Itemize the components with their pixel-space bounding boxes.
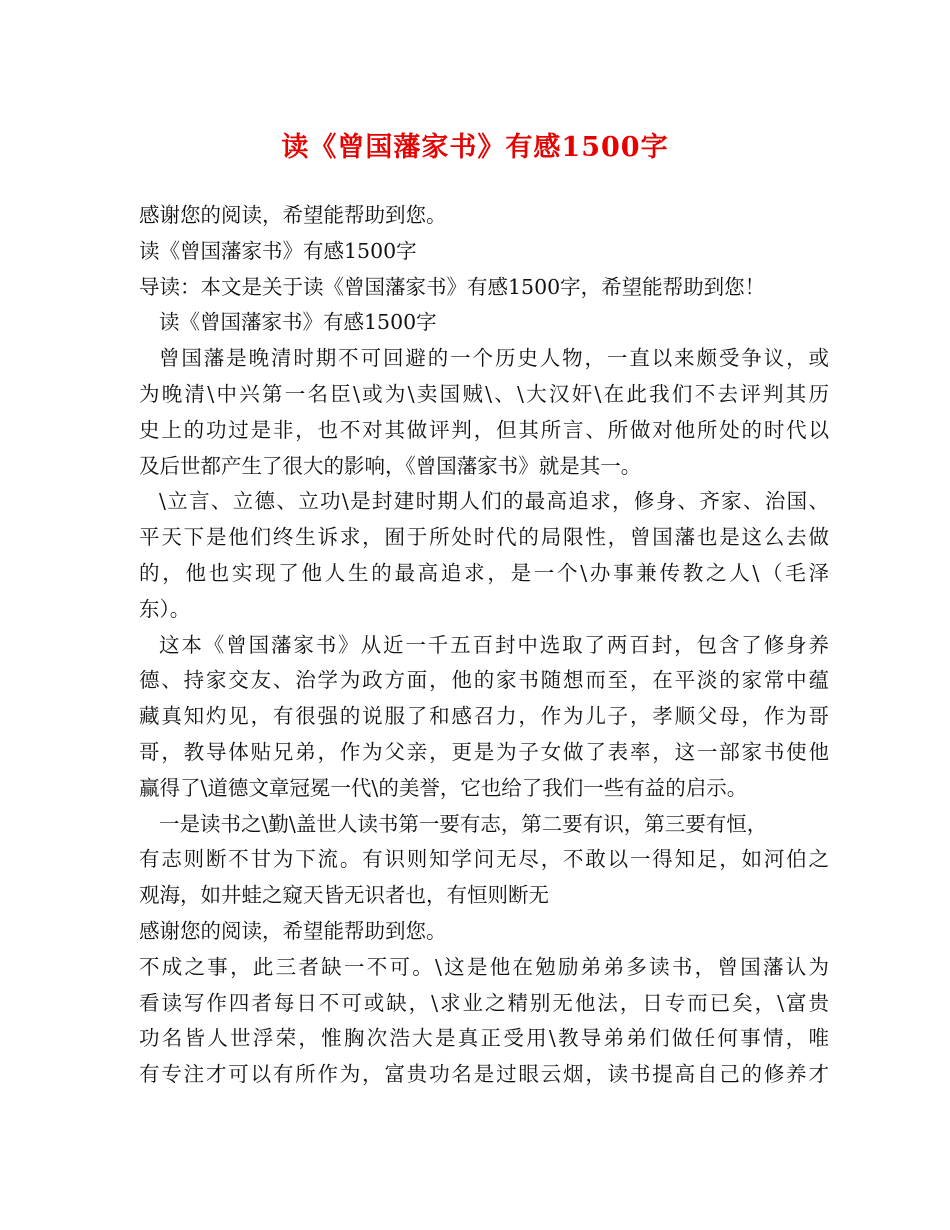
text-line: 观海，如井蛙之窥天皆无识者也，有恒则断无	[139, 883, 549, 908]
text-line: 一是读书之\勤\盖世人读书第一要有志，第二要有识，第三要有恒，	[159, 811, 768, 836]
text-line: 德、持家交友、治学为政方面，他的家书随想而至，在平淡的家常中蕴	[139, 668, 829, 693]
text-line: 哥，教导体贴兄弟，作为父亲，更是为子女做了表率，这一部家书使他	[139, 739, 829, 764]
text-line: 有专注才可以有所作为，富贵功名是过眼云烟，读书提高自己的修养才	[139, 1062, 829, 1087]
text-line: 感谢您的阅读，希望能帮助到您。	[139, 918, 447, 943]
text-line: 感谢您的阅读，希望能帮助到您。	[139, 203, 447, 227]
text-line: 赢得了\道德文章冠冕一代\的美誉，它也给了我们一些有益的启示。	[139, 775, 748, 800]
text-line: 有志则断不甘为下流。有识则知学问无尽，不敢以一得知足，如河伯之	[139, 847, 829, 872]
text-line: 及后世都产生了很大的影响，《曾国藩家书》就是其一。	[139, 453, 642, 478]
text-line: 的，他也实现了他人生的最高追求，是一个\办事兼传教之人\（毛泽	[139, 560, 829, 585]
text-line: 东）。	[139, 596, 191, 621]
text-line: 读《曾国藩家书》有感1500字	[159, 310, 437, 335]
text-line: 史上的功过是非，也不对其做评判，但其所言、所做对他所处的时代以	[139, 417, 829, 442]
text-line: 读《曾国藩家书》有感1500字	[139, 238, 417, 263]
text-line: 平天下是他们终生诉求，囿于所处时代的局限性，曾国藩也是这么去做	[139, 525, 829, 550]
document-title: 读《曾国藩家书》有感1500字	[281, 132, 669, 163]
text-line: 导读：本文是关于读《曾国藩家书》有感1500字，希望能帮助到您！	[139, 274, 766, 299]
text-line: 这本《曾国藩家书》从近一千五百封中选取了两百封，包含了修身养	[159, 632, 829, 657]
text-line: 藏真知灼见，有很强的说服了和感召力，作为儿子，孝顺父母，作为哥	[139, 704, 829, 729]
text-line: 曾国藩是晚清时期不可回避的一个历史人物，一直以来颇受争议，或	[159, 346, 829, 371]
text-line: \立言、立德、立功\是封建时期人们的最高追求，修身、齐家、治国、	[159, 489, 829, 514]
document-body	[139, 198, 829, 1093]
text-line: 不成之事，此三者缺一不可。\这是他在勉励弟弟多读书，曾国藩认为	[139, 954, 829, 979]
text-line: 看读写作四者每日不可或缺，\求业之精别无他法，日专而已矣，\富贵	[139, 990, 829, 1015]
text-line: 功名皆人世浮荣，惟胸次浩大是真正受用\教导弟弟们做任何事情，唯	[139, 1026, 829, 1051]
text-line: 为晚清\中兴第一名臣\或为\卖国贼\、\大汉奸\在此我们不去评判其历	[139, 381, 829, 406]
